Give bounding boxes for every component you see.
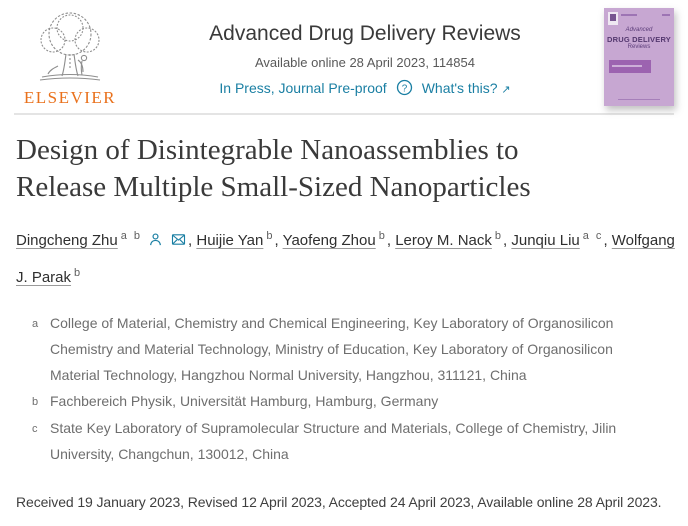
whats-this-label: What's this? xyxy=(421,79,498,96)
affiliation-letter: b xyxy=(32,396,39,408)
press-status-row xyxy=(126,79,604,96)
corresponding-author-person-icon[interactable] xyxy=(148,228,163,258)
affiliation-item xyxy=(32,415,656,467)
author-separator: , xyxy=(503,232,512,249)
author-separator: , xyxy=(188,232,197,249)
author-affiliation-sup: b xyxy=(74,267,83,279)
author-entry xyxy=(395,232,511,249)
article-history-dates: Received 19 January 2023, Revised 12 April 2023, Accepted 24 April 2023, Available online 28 April 2023. xyxy=(16,494,662,510)
affiliation-text: State Key Laboratory of Supramolecular Structure and Materials, College of Chemistry, Jilin University, Changchun, 130012, China xyxy=(50,420,617,462)
help-question-icon[interactable] xyxy=(396,79,413,96)
affiliation-list xyxy=(16,310,656,467)
cover-elsevier-mini-logo-icon xyxy=(608,12,618,25)
cover-title-line1: Advanced xyxy=(625,27,653,33)
author-link[interactable]: Junqiu Liu xyxy=(511,232,580,249)
availability-text: Available online 28 April 2023, 114854 xyxy=(255,55,475,70)
article-front-matter xyxy=(0,132,688,517)
affiliation-item xyxy=(32,310,656,388)
affiliation-letter: a xyxy=(32,318,39,330)
author-affiliation-sup: b xyxy=(494,230,504,242)
journal-cover-thumbnail[interactable] xyxy=(604,8,674,106)
journal-title-link[interactable]: Advanced Drug Delivery Reviews xyxy=(209,22,521,45)
author-affiliation-sup: b xyxy=(266,230,275,242)
affiliation-letter: c xyxy=(32,423,38,435)
author-link[interactable]: Dingcheng Zhu xyxy=(16,232,118,249)
elsevier-tree-icon xyxy=(28,10,112,82)
author-link[interactable]: Huijie Yan xyxy=(196,232,264,249)
elsevier-wordmark: ELSEVIER xyxy=(23,88,117,107)
author-link[interactable]: Wolfgang J. Parak xyxy=(16,232,675,286)
author-link[interactable]: Yaofeng Zhou xyxy=(282,232,376,249)
page-header xyxy=(0,0,688,113)
header-divider xyxy=(14,113,674,115)
article-title xyxy=(16,132,672,206)
elsevier-logo[interactable] xyxy=(14,8,126,108)
author-separator: , xyxy=(603,232,612,249)
external-link-arrow-icon: ↗ xyxy=(501,83,511,96)
author-entry xyxy=(511,232,611,249)
author-link[interactable]: Leroy M. Nack xyxy=(395,232,492,249)
journal-header-block xyxy=(126,8,604,96)
cover-title-line2: DRUG DELIVERY xyxy=(607,34,671,44)
affiliation-text: College of Material, Chemistry and Chemical Engineering, Key Laboratory of Organosilicon Chemistry and Material Technology, Ministry of Education, Key Laboratory of Organosilicon Material Technology, Hangzhou Normal University, Hangzhou, 311121, China xyxy=(50,315,614,383)
cover-decoration xyxy=(621,14,637,16)
cover-decoration xyxy=(618,99,660,101)
cover-highlight-band xyxy=(609,60,651,73)
article-title-line2: Release Multiple Small-Sized Nanoparticles xyxy=(16,171,531,203)
author-separator: , xyxy=(274,232,283,249)
author-affiliation-sup: a c xyxy=(582,230,604,242)
author-entry xyxy=(196,232,282,249)
author-list xyxy=(16,221,676,293)
author-separator: , xyxy=(386,232,396,249)
author-affiliation-sup: a b xyxy=(120,230,143,242)
email-envelope-icon[interactable] xyxy=(171,228,186,258)
author-entry xyxy=(283,232,396,249)
cover-decoration xyxy=(662,14,670,16)
in-press-link[interactable]: In Press, Journal Pre-proof xyxy=(219,79,387,96)
whats-this-link[interactable] xyxy=(422,80,511,96)
svg-text:?: ? xyxy=(401,83,407,95)
author-entry xyxy=(16,232,196,249)
cover-title xyxy=(604,27,674,51)
affiliation-text: Fachbereich Physik, Universität Hamburg, Hamburg, Germany xyxy=(50,393,439,409)
author-affiliation-sup: b xyxy=(378,230,387,242)
article-title-line1: Design of Disintegrable Nanoassemblies to xyxy=(16,134,519,166)
affiliation-item xyxy=(32,388,656,415)
cover-title-line3: Reviews xyxy=(627,43,651,50)
